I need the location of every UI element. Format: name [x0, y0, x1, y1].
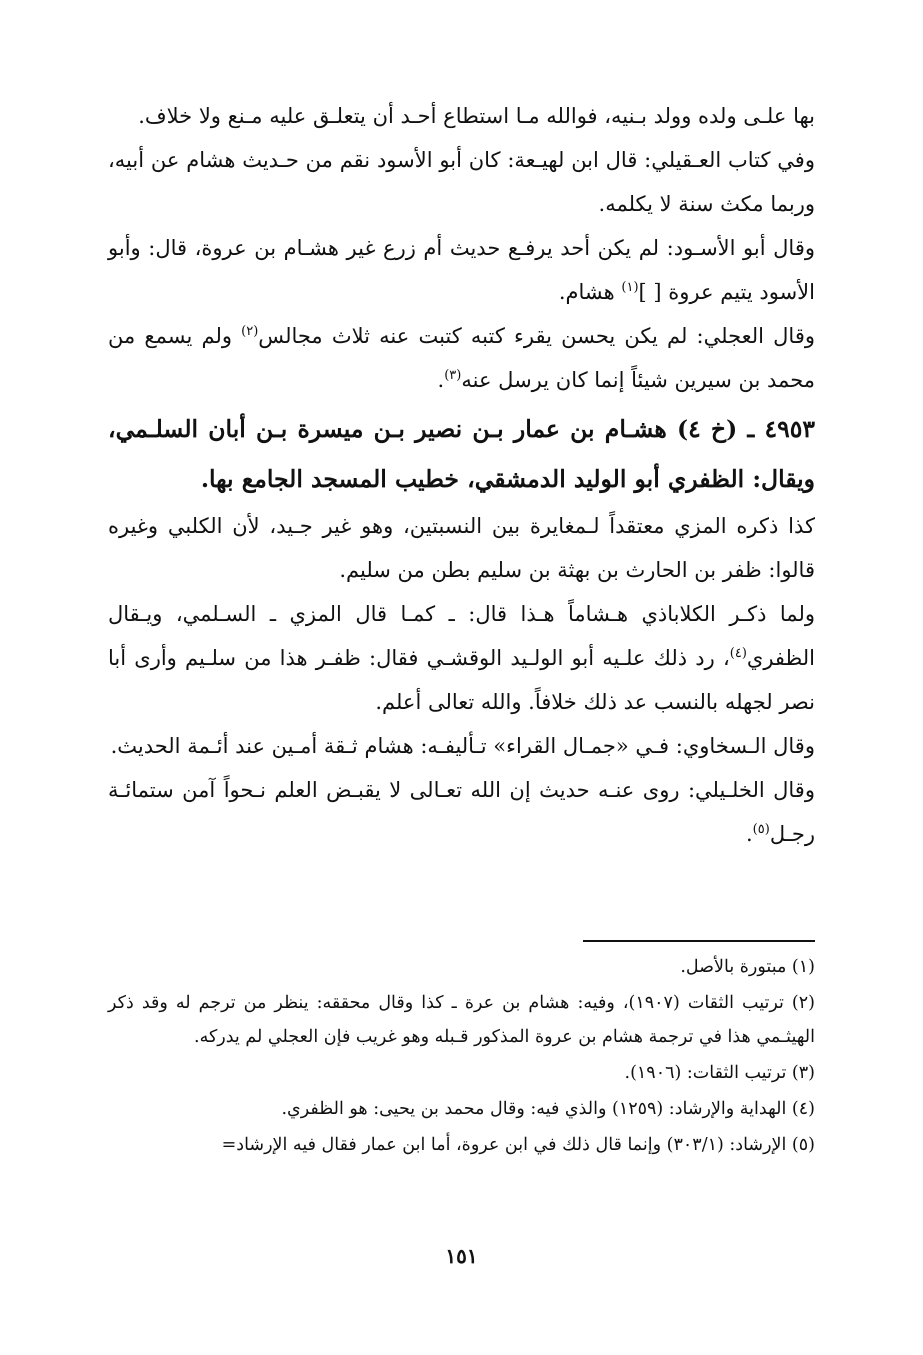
paragraph-4: وقال العجلي: لم يكن يحسن يقرء كتبه كتبت عنه ثلاث مجالس$^{(٢)}$ ولم يسمع من محمد بن سيرين شيئاً إنما كان يرسل عنه$^{(٣)}$. — [108, 324, 815, 392]
paragraph-3: وقال أبو الأسـود: لم يكن أحد يرفـع حديث أم زرع غير هشـام بن عروة، قال: وأبو الأسود يتيم عروة [ ]$^{(١)}$ هشام. — [108, 236, 815, 304]
footnote-divider — [583, 940, 815, 942]
paragraph-2: وفي كتاب العـقيلي: قال ابن لهيـعة: كان أبو الأسود نقم من حـديث هشام عن أبيه، وربما مكث سنة لا يكلمه. — [108, 148, 815, 216]
footnote-mark-5: (٥) — [752, 822, 770, 837]
page-number: ١٥١ — [445, 1244, 478, 1268]
footnote-mark-3: (٣) — [444, 368, 462, 383]
footnote-3: (٣) ترتيب الثقات: (١٩٠٦). — [624, 1063, 815, 1083]
entry-heading: ٤٩٥٣ ـ (خ ٤) هشـام بن عمار بـن نصير بـن ميسرة بـن أبان السلـمي، ويقال: الظفري أبو الوليد الدمشقي، خطيب المسجد الجامع بها. — [108, 415, 815, 493]
entry-paragraph-4: وقال الخلـيلي: روى عنـه حديث إن الله تعـالى لا يقبـض العلم نـحواً آمن ستمائـة رجـل$^{(٥)}$. — [108, 778, 815, 846]
main-text — [108, 94, 815, 856]
footnote-1: (١) مبتورة بالأصل. — [680, 957, 815, 977]
footnote-2: (٢) ترتيب الثقات (١٩٠٧)، وفيه: هشام بن عرة ـ كذا وقال محققه: ينظر من ترجم له وقد ذكر الهيثـمي هذا في ترجمة هشام بن عروة المذكور قـبله وهو غريب فإن العجلي لم يدركه. — [108, 993, 815, 1047]
paragraph-1: بها علـى ولده وولد بـنيه، فوالله مـا استطاع أحـد أن يتعلـق عليه مـنع ولا خلاف. — [138, 104, 815, 128]
footnote-5: (٥) الإرشاد: (٣٠٣/١) وإنما قال ذلك في ابن عروة، أما ابن عمار فقال فيه الإرشاد= — [221, 1135, 815, 1155]
footnote-mark-4: (٤) — [729, 646, 747, 661]
entry-paragraph-2: ولما ذكـر الكلاباذي هـشاماً هـذا قال: ـ كمـا قال المزي ـ السـلمي، ويـقال الظفري$^{(٤)}$، رد ذلك علـيه أبو الولـيد الوقشـي فقال: ظفـر هذا من سلـيم وأرى أبا نصر لجهله بالنسب عد ذلك خلافاً. والله تعالى أعلم. — [108, 602, 815, 714]
entry-paragraph-3: وقال الـسخاوي: فـي «جمـال القراء» تـأليفـه: هشام ثـقة أمـين عند أئـمة الحديث. — [110, 734, 815, 758]
footnote-4: (٤) الهداية والإرشاد: (١٢٥٩) والذي فيه: وقال محمد بن يحيى: هو الظفري. — [281, 1099, 815, 1119]
footnotes — [108, 950, 815, 1162]
footnote-mark-1: (١) — [621, 280, 639, 295]
footnote-mark-2: (٢) — [241, 324, 259, 339]
entry-paragraph-1: كذا ذكره المزي معتقداً لـمغايرة بين النسبتين، وهو غير جـيد، لأن الكلبي وغيره قالوا: ظفر بن الحارث بن بهثة بن سليم بطن من سليم. — [108, 514, 815, 582]
